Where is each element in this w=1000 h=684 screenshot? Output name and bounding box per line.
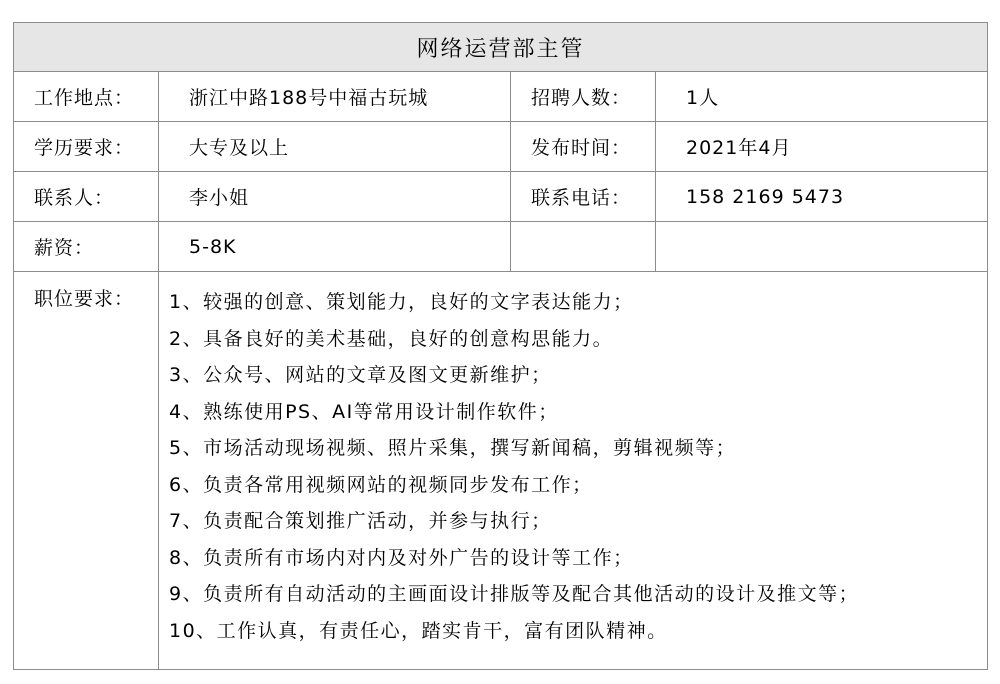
requirement-item: 7、负责配合策划推广活动，并参与执行；: [169, 510, 552, 532]
table-row: [14, 172, 988, 222]
requirements-list: [159, 284, 987, 649]
phone-label: 联系电话：: [511, 172, 656, 222]
contact-label: 联系人：: [14, 172, 159, 222]
table-row: [14, 72, 988, 122]
requirement-item: 10、工作认真，有责任心，踏实肯干，富有团队精神。: [169, 619, 668, 642]
requirement-item: 5、市场活动现场视频、照片采集，撰写新闻稿，剪辑视频等；: [169, 437, 737, 459]
job-title: 网络运营部主管: [14, 23, 988, 72]
location-value: 浙江中路188号中福古玩城: [159, 72, 511, 122]
job-table: [13, 22, 988, 670]
requirements-label: 职位要求：: [14, 272, 159, 670]
table-row: [14, 122, 988, 172]
requirement-item: 3、公众号、网站的文章及图文更新维护；: [169, 364, 552, 386]
education-label: 学历要求：: [14, 122, 159, 172]
phone-value: 158 2169 5473: [656, 172, 988, 222]
requirement-item: 1、较强的创意、策划能力，良好的文字表达能力；: [169, 291, 634, 313]
location-label: 工作地点：: [14, 72, 159, 122]
salary-value: 5-8K: [159, 222, 511, 272]
empty-label-cell: [511, 222, 656, 272]
headcount-label: 招聘人数：: [511, 72, 656, 122]
publish-date-label: 发布时间：: [511, 122, 656, 172]
table-row: [14, 222, 988, 272]
requirement-item: 9、负责所有自动活动的主画面设计排版等及配合其他活动的设计及推文等；: [169, 583, 860, 605]
requirement-item: 2、具备良好的美术基础，良好的创意构思能力。: [169, 327, 614, 350]
requirements-content: [159, 272, 988, 670]
education-value: 大专及以上: [159, 122, 511, 172]
headcount-value: 1人: [656, 72, 988, 122]
requirement-item: 6、负责各常用视频网站的视频同步发布工作；: [169, 473, 593, 496]
requirement-item: 4、熟练使用PS、AI等常用设计制作软件；: [169, 400, 559, 423]
requirement-item: 8、负责所有市场内对内及对外广告的设计等工作；: [169, 546, 634, 569]
empty-value-cell: [656, 222, 988, 272]
contact-value: 李小姐: [159, 172, 511, 222]
publish-date-value: 2021年4月: [656, 122, 988, 172]
requirements-row: [14, 272, 988, 670]
salary-label: 薪资：: [14, 222, 159, 272]
